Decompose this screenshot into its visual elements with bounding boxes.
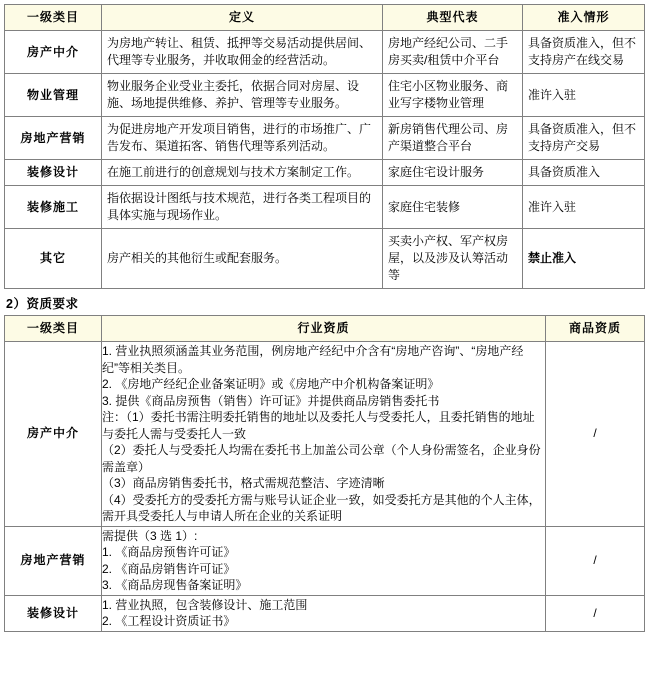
cell-category: 房产中介 bbox=[5, 342, 102, 527]
cell-definition: 物业服务企业受业主委托，依据合同对房屋、设施、场地提供维修、养护、管理等专业服务。 bbox=[102, 74, 383, 117]
qualification-line: （4）受委托方的受委托方需与账号认证企业一致，如受委托方是其他的个人主体，需开具受委托人与申请人所在企业的关系证明 bbox=[102, 492, 541, 523]
table-row bbox=[5, 186, 645, 229]
cell-typical: 住宅小区物业服务、商业写字楼物业管理 bbox=[383, 74, 523, 117]
table-header-row bbox=[5, 5, 645, 31]
qualification-table bbox=[4, 315, 645, 632]
column-header-category: 一级类目 bbox=[5, 5, 102, 31]
column-header-access: 准入情形 bbox=[523, 5, 645, 31]
qualification-line: 1. 营业执照，包含装修设计、施工范围 bbox=[102, 597, 308, 612]
cell-qualification bbox=[102, 595, 546, 631]
cell-access: 具备资质准入，但不支持房产在线交易 bbox=[523, 31, 645, 74]
category-definition-table bbox=[4, 4, 645, 289]
cell-goods-qualification: / bbox=[546, 595, 645, 631]
table-row bbox=[5, 229, 645, 289]
cell-definition: 房产相关的其他衍生或配套服务。 bbox=[102, 229, 383, 289]
cell-access: 具备资质准入 bbox=[523, 160, 645, 186]
column-header-definition: 定义 bbox=[102, 5, 383, 31]
qualification-line: 2. 《商品房销售许可证》 bbox=[102, 561, 236, 576]
cell-typical: 房地产经纪公司、二手房买卖/租赁中介平台 bbox=[383, 31, 523, 74]
table-row bbox=[5, 342, 645, 527]
cell-category: 物业管理 bbox=[5, 74, 102, 117]
cell-category: 装修施工 bbox=[5, 186, 102, 229]
cell-category: 装修设计 bbox=[5, 595, 102, 631]
cell-category: 房地产营销 bbox=[5, 117, 102, 160]
cell-category: 房地产营销 bbox=[5, 526, 102, 595]
qualification-line: 2. 《工程设计资质证书》 bbox=[102, 614, 236, 628]
cell-goods-qualification: / bbox=[546, 526, 645, 595]
table-row bbox=[5, 117, 645, 160]
table-row bbox=[5, 526, 645, 595]
table-row bbox=[5, 74, 645, 117]
cell-access: 禁止准入 bbox=[523, 229, 645, 289]
qualification-line: （2）委托人与受委托人均需在委托书上加盖公司公章（个人身份需签名，企业身份需盖章） bbox=[102, 443, 541, 474]
qualification-line: （3）商品房销售委托书，格式需规范整洁、字迹清晰 bbox=[102, 476, 385, 490]
qualification-line: 1. 《商品房预售许可证》 bbox=[102, 545, 236, 559]
cell-definition: 为房地产转让、租赁、抵押等交易活动提供居间、代理等专业服务，并收取佣金的经营活动。 bbox=[102, 31, 383, 74]
cell-definition: 在施工前进行的创意规划与技术方案制定工作。 bbox=[102, 160, 383, 186]
cell-access: 准许入驻 bbox=[523, 74, 645, 117]
cell-typical: 家庭住宅装修 bbox=[383, 186, 523, 229]
cell-typical: 新房销售代理公司、房产渠道整合平台 bbox=[383, 117, 523, 160]
cell-qualification bbox=[102, 526, 546, 595]
cell-typical: 家庭住宅设计服务 bbox=[383, 160, 523, 186]
qualification-line: 注：（1）委托书需注明委托销售的地址以及委托人与受委托人，且委托销售的地址与委托人需与受委托人一致 bbox=[102, 410, 535, 441]
qualification-line: 3. 提供《商品房预售（销售）许可证》并提供商品房销售委托书 bbox=[102, 393, 440, 408]
qualification-line: 2. 《房地产经纪企业备案证明》或《房地产中介机构备案证明》 bbox=[102, 377, 440, 391]
cell-typical: 买卖小产权、军产权房屋，以及涉及认筹活动等 bbox=[383, 229, 523, 289]
column-header-industry-qualification: 行业资质 bbox=[102, 316, 546, 342]
table-row bbox=[5, 595, 645, 631]
column-header-typical: 典型代表 bbox=[383, 5, 523, 31]
cell-definition: 为促进房地产开发项目销售，进行的市场推广、广告发布、渠道拓客、销售代理等系列活动。 bbox=[102, 117, 383, 160]
column-header-goods-qualification: 商品资质 bbox=[546, 316, 645, 342]
cell-goods-qualification: / bbox=[546, 342, 645, 527]
cell-category: 装修设计 bbox=[5, 160, 102, 186]
qualification-line: 需提供（3 选 1）: bbox=[102, 528, 198, 543]
table-row bbox=[5, 31, 645, 74]
cell-category: 房产中介 bbox=[5, 31, 102, 74]
cell-access: 准许入驻 bbox=[523, 186, 645, 229]
qualification-line: 1. 营业执照须涵盖其业务范围，例房地产经纪中介含有“房地产咨询”、“房地产经纪”等相关类目。 bbox=[102, 344, 524, 375]
cell-definition: 指依据设计图纸与技术规范，进行各类工程项目的具体实施与现场作业。 bbox=[102, 186, 383, 229]
table-header-row bbox=[5, 316, 645, 342]
cell-category: 其它 bbox=[5, 229, 102, 289]
cell-access: 具备资质准入，但不支持房产交易 bbox=[523, 117, 645, 160]
qualification-line: 3. 《商品房现售备案证明》 bbox=[102, 578, 248, 592]
section-title-qualification: 2）资质要求 bbox=[6, 297, 79, 311]
cell-qualification bbox=[102, 342, 546, 527]
column-header-category: 一级类目 bbox=[5, 316, 102, 342]
table-row bbox=[5, 160, 645, 186]
